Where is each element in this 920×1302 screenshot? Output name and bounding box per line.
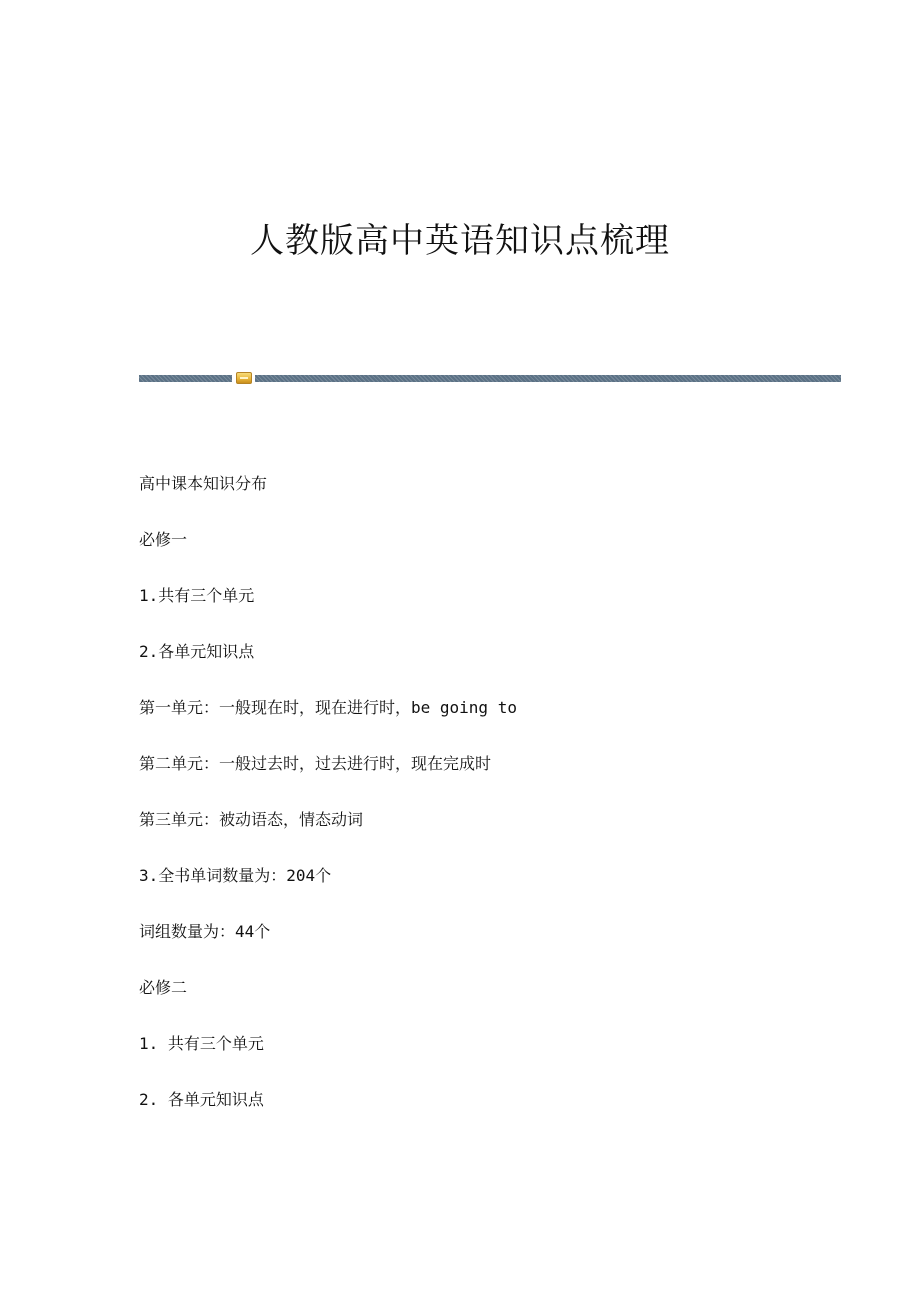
- title-divider: [139, 371, 841, 385]
- module-heading: 必修二: [139, 978, 188, 997]
- paragraph-line: 词组数量为：44个: [139, 922, 271, 941]
- list-item: 1.共有三个单元: [139, 586, 255, 605]
- document-body: [139, 470, 859, 1142]
- document-title: 人教版高中英语知识点梳理: [250, 221, 670, 261]
- unit-item: 第一单元：一般现在时，现在进行时，be going to: [139, 698, 517, 717]
- list-item: 3.全书单词数量为：204个: [139, 866, 332, 885]
- module-heading: 必修一: [139, 530, 188, 549]
- list-item: 2. 各单元知识点: [139, 1090, 264, 1109]
- section-heading: 高中课本知识分布: [139, 474, 268, 493]
- unit-item: 第二单元：一般过去时，过去进行时，现在完成时: [139, 754, 492, 773]
- divider-bar-right: [255, 375, 841, 382]
- unit-item: 第三单元：被动语态，情态动词: [139, 810, 364, 829]
- divider-ornament-icon: [236, 372, 252, 384]
- divider-bar-left: [139, 375, 232, 382]
- list-item: 2.各单元知识点: [139, 642, 255, 661]
- list-item: 1. 共有三个单元: [139, 1034, 264, 1053]
